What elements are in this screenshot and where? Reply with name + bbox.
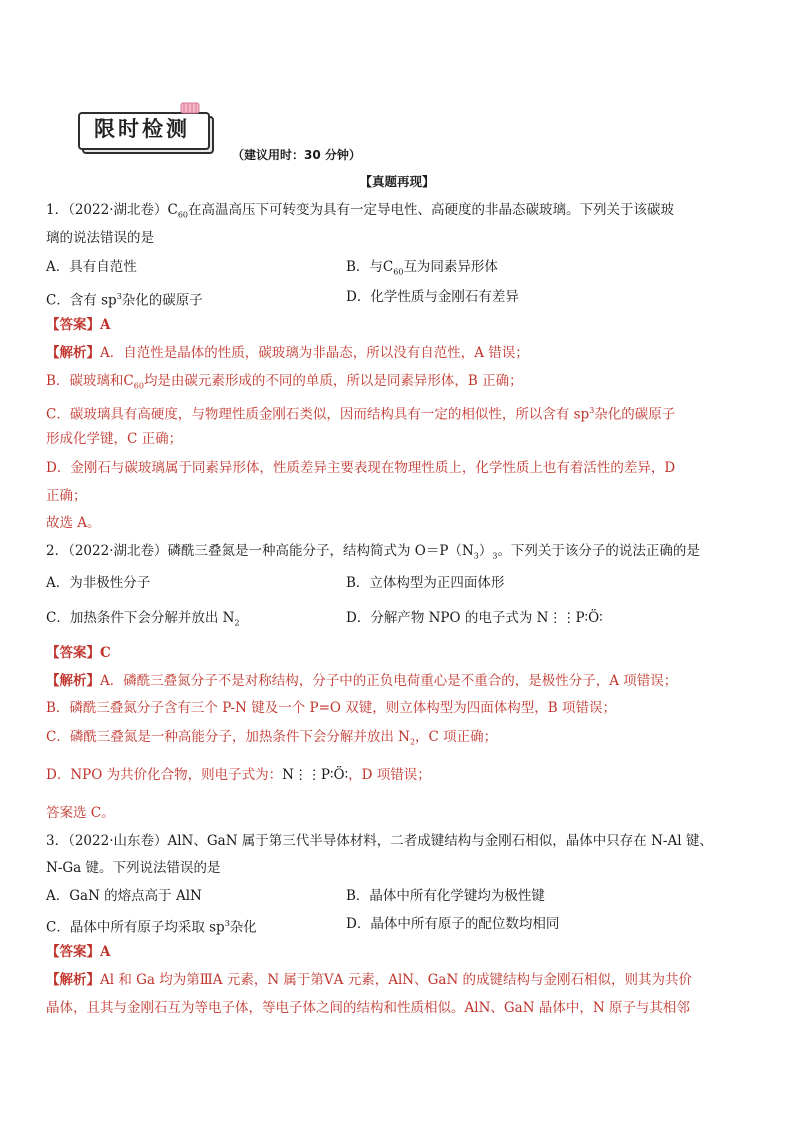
paperclip-icon <box>178 100 204 118</box>
q2-answer: 【答案】C <box>46 645 111 661</box>
q3-option-b: B．晶体中所有化学键均为极性键 <box>346 888 545 904</box>
q3-option-a: A．GaN 的熔点高于 AlN <box>46 888 202 904</box>
q3-stem-line1: 3．（2022·山东卷）AlN、GaN 属于第三代半导体材料，二者成键结构与金刚石相似，晶体中只存在 N-Al 键、 <box>46 833 713 849</box>
q2-explanation-1: 【解析】A．磷酰三叠氮分子不是对称结构，分子中的正负电荷重心是不重合的，是极性分子，A 项错误； <box>46 673 678 689</box>
q3-option-d: D．晶体中所有原子的配位数均相同 <box>346 916 560 932</box>
q3-explanation-1: 【解析】Al 和 Ga 均为第ⅢA 元素，N 属于第ⅤA 元素，AlN、GaN 的成键结构与金刚石相似，则其为共价 <box>46 972 693 988</box>
q3-stem-line2: N-Ga 键。下列说法错误的是 <box>46 860 221 876</box>
banner-title: 限时检测 <box>94 117 190 141</box>
section-banner <box>78 108 214 148</box>
q3-option-c: C．晶体中所有原子均采取 $sp^3$杂化 <box>46 919 257 936</box>
q2-explanation-4: D．NPO 为共价化合物，则电子式为：N⋮⋮P∶Ö∶，D 项错误； <box>46 767 431 783</box>
q2-conclusion: 答案选 C。 <box>46 805 115 821</box>
q1-explanation-4: 形成化学键，C 正确； <box>46 431 183 447</box>
q1-answer: 【答案】A <box>46 317 111 333</box>
q1-stem-line1: 1．（2022·湖北卷）$C_{60}$在高温高压下可转变为具有一定导电性、高硬度的非晶态碳玻璃。下列关于该碳玻 <box>46 202 675 220</box>
q1-option-b: B．与$C_{60}$互为同素异形体 <box>346 259 498 277</box>
q1-conclusion: 故选 A。 <box>46 515 101 531</box>
q1-explanation-6: 正确； <box>46 488 87 504</box>
npo-electron-formula: N⋮⋮P∶Ö∶ <box>282 767 349 783</box>
q1-explanation-5: D．金刚石与碳玻璃属于同素异形体，性质差异主要表现在物理性质上，化学性质上也有着活性的差异，D <box>46 460 676 476</box>
q2-stem: 2．（2022·湖北卷）磷酰三叠氮是一种高能分子，结构简式为 $O=P(N_3)_3$。下列关于该分子的说法正确的是 <box>46 543 700 561</box>
q1-stem-line2: 璃的说法错误的是 <box>46 230 154 246</box>
q1-option-c: C．含有 $sp^3$杂化的碳原子 <box>46 292 203 309</box>
q3-answer: 【答案】A <box>46 944 111 960</box>
q2-explanation-2: B．磷酰三叠氮分子含有三个 P-N 键及一个 P=O 双键，则立体构型为四面体构型，B 项错误； <box>46 700 616 716</box>
section-heading: 【真题再现】 <box>359 174 435 189</box>
q2-option-a: A．为非极性分子 <box>46 575 151 591</box>
q1-explanation-1: 【解析】A．自范性是晶体的性质，碳玻璃为非晶态，所以没有自范性，A 错误； <box>46 345 529 361</box>
q2-option-b: B．立体构型为正四面体形 <box>346 575 505 591</box>
q1-explanation-2: B．碳玻璃和$C_{60}$均是由碳元素形成的不同的单质，所以是同素异形体，B 正确； <box>46 373 523 391</box>
q3-explanation-2: 晶体，且其与金刚石互为等电子体，等电子体之间的结构和性质相似。AlN、GaN 晶体中，N 原子与其相邻 <box>46 1000 690 1016</box>
q1-explanation-3: C．碳玻璃具有高硬度，与物理性质金刚石类似，因而结构具有一定的相似性，所以含有 $sp^3$杂化的碳原子 <box>46 406 676 423</box>
q1-option-d: D．化学性质与金刚石有差异 <box>346 289 519 305</box>
q2-option-c: C．加热条件下会分解并放出 $N_2$ <box>46 610 240 628</box>
q2-option-d: D．分解产物 NPO 的电子式为 N⋮⋮P∶Ö∶ <box>346 610 603 626</box>
suggested-time: （建议用时：30 分钟） <box>232 148 361 162</box>
q2-explanation-3: C．磷酰三叠氮是一种高能分子，加热条件下会分解并放出 $N_2$，C 项正确； <box>46 729 498 747</box>
q1-option-a: A．具有自范性 <box>46 259 137 275</box>
